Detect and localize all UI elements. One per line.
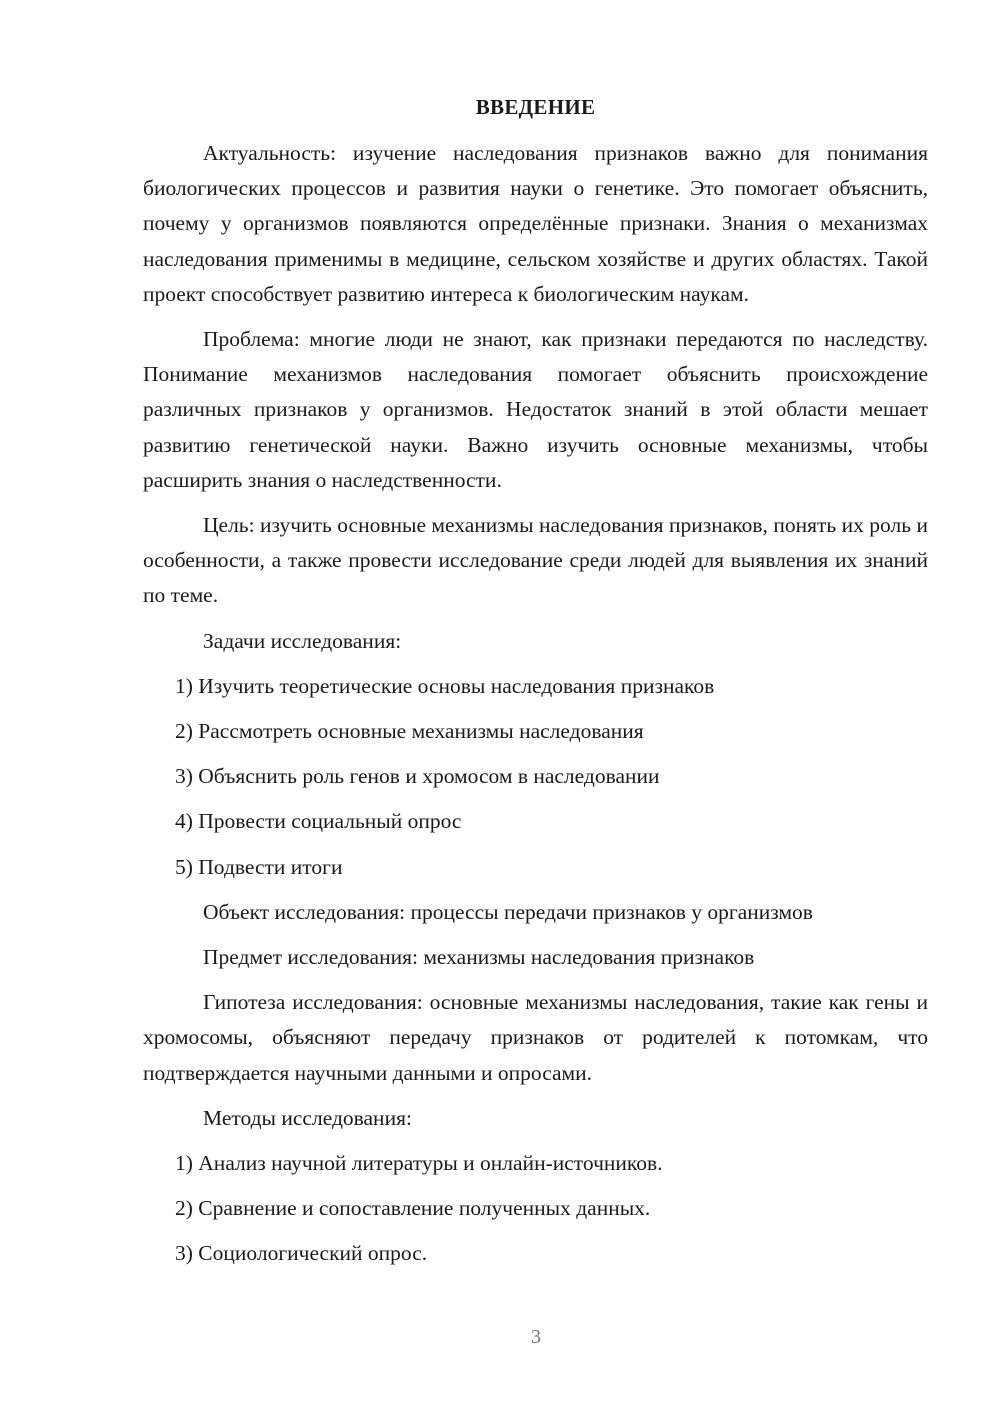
list-item: 4) Провести социальный опрос (175, 809, 462, 834)
hypothesis-paragraph: Гипотеза исследования: основные механизмы наследования, такие как гены и хромосомы, объясняют передачу признаков от родителей к потомкам, что подтверждается научными данными и опросами. (143, 990, 928, 1085)
relevance-paragraph: Актуальность: изучение наследования признаков важно для понимания биологических процессов и развития науки о генетике. Это помогает объяснить, почему у организмов появляются определённые признаки. Знания о механизмах наследования применимы в медицине, сельском хозяйстве и других областях. Такой проект способствует развитию интереса к биологическим наукам. (143, 141, 928, 306)
tasks-list (143, 669, 928, 885)
object-line: Объект исследования: процессы передачи признаков у организмов (203, 899, 813, 924)
document-page (143, 92, 928, 1282)
goal-paragraph: Цель: изучить основные механизмы наследования признаков, понять их роль и особенности, а также провести исследование среди людей для выявления их знаний по теме. (143, 513, 928, 608)
page-number: 3 (531, 1326, 541, 1348)
list-item: 2) Сравнение и сопоставление полученных данных. (175, 1196, 651, 1221)
problem-paragraph: Проблема: многие люди не знают, как признаки передаются по наследству. Понимание механизмов наследования помогает объяснить происхождение различных признаков у организмов. Недостаток знаний в этой области мешает развитию генетической науки. Важно изучить основные механизмы, чтобы расширить знания о наследственности. (143, 327, 928, 492)
tasks-title: Задачи исследования: (203, 628, 402, 653)
list-item: 2) Рассмотреть основные механизмы наследования (175, 719, 644, 744)
section-heading: ВВЕДЕНИЕ (475, 95, 596, 119)
list-item: 1) Анализ научной литературы и онлайн-источников. (175, 1151, 663, 1176)
subject-line: Предмет исследования: механизмы наследования признаков (203, 945, 755, 970)
list-item: 5) Подвести итоги (175, 854, 343, 879)
methods-title: Методы исследования: (203, 1105, 412, 1130)
list-item: 1) Изучить теоретические основы наследования признаков (175, 673, 715, 698)
list-item: 3) Объяснить роль генов и хромосом в наследовании (175, 764, 660, 789)
list-item: 3) Социологический опрос. (175, 1241, 428, 1266)
methods-list (143, 1146, 928, 1272)
